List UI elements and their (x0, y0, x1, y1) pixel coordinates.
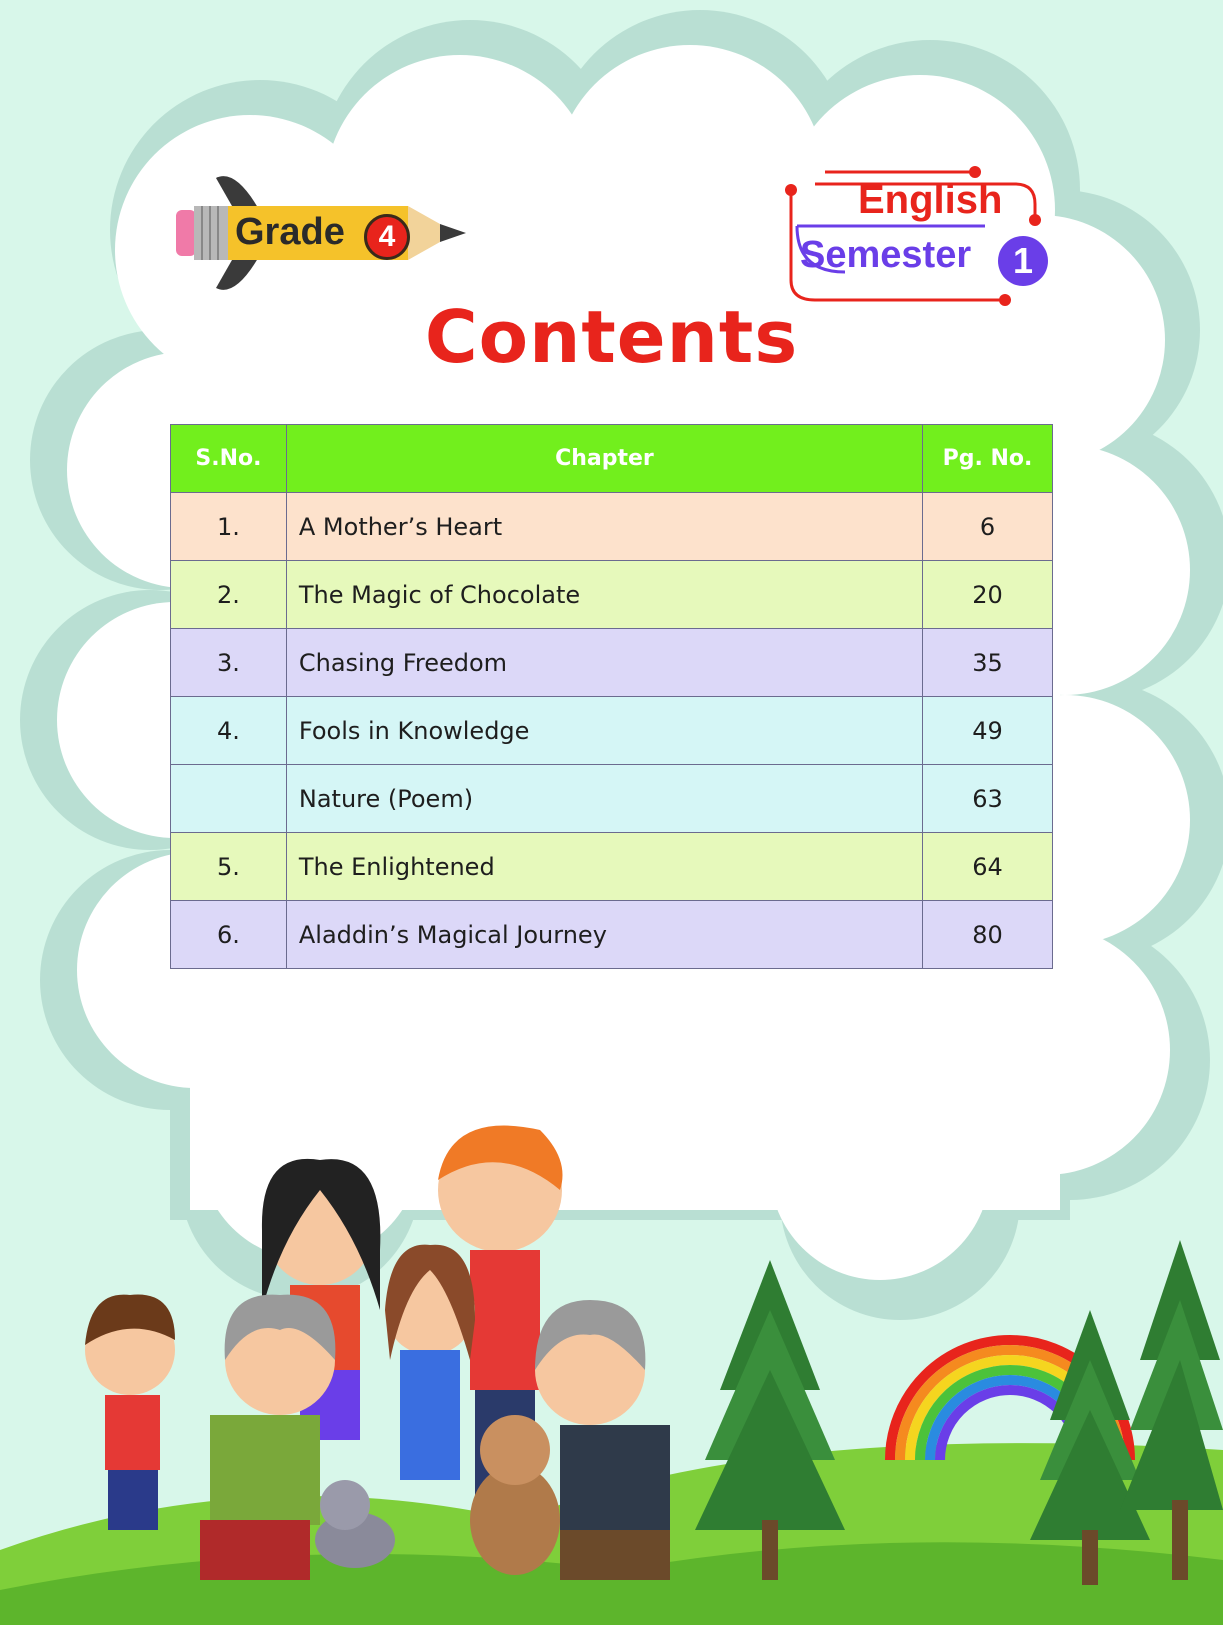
row-sno: 2. (171, 561, 287, 629)
table-header-row (171, 425, 1053, 493)
subject-title: English (858, 178, 1003, 222)
row-page: 64 (922, 833, 1052, 901)
row-chapter: A Mother’s Heart (286, 493, 922, 561)
contents-table (170, 424, 1053, 969)
table-row (171, 697, 1053, 765)
row-chapter: The Enlightened (286, 833, 922, 901)
table-row (171, 493, 1053, 561)
row-chapter: Chasing Freedom (286, 629, 922, 697)
row-sno: 1. (171, 493, 287, 561)
table-row (171, 629, 1053, 697)
grade-number: 4 (364, 214, 410, 260)
table-row (171, 561, 1053, 629)
page-title: Contents (424, 295, 799, 379)
row-sno: 6. (171, 901, 287, 969)
row-sno: 5. (171, 833, 287, 901)
row-page: 20 (922, 561, 1052, 629)
row-page: 35 (922, 629, 1052, 697)
row-sno: 4. (171, 697, 287, 765)
grade-label: Grade (235, 211, 345, 253)
row-chapter: Fools in Knowledge (286, 697, 922, 765)
table-row (171, 901, 1053, 969)
semester-number: 1 (998, 236, 1048, 286)
row-page: 63 (922, 765, 1052, 833)
row-chapter: The Magic of Chocolate (286, 561, 922, 629)
row-sno (171, 765, 287, 833)
row-chapter: Aladdin’s Magical Journey (286, 901, 922, 969)
family-scene-illustration (0, 1120, 1223, 1625)
header-page: Pg. No. (922, 425, 1052, 493)
row-page: 49 (922, 697, 1052, 765)
row-page: 80 (922, 901, 1052, 969)
header-chapter: Chapter (286, 425, 922, 493)
header-sno: S.No. (171, 425, 287, 493)
row-page: 6 (922, 493, 1052, 561)
table-row (171, 833, 1053, 901)
row-chapter: Nature (Poem) (286, 765, 922, 833)
semester-label: Semester (800, 234, 972, 276)
row-sno: 3. (171, 629, 287, 697)
table-row (171, 765, 1053, 833)
